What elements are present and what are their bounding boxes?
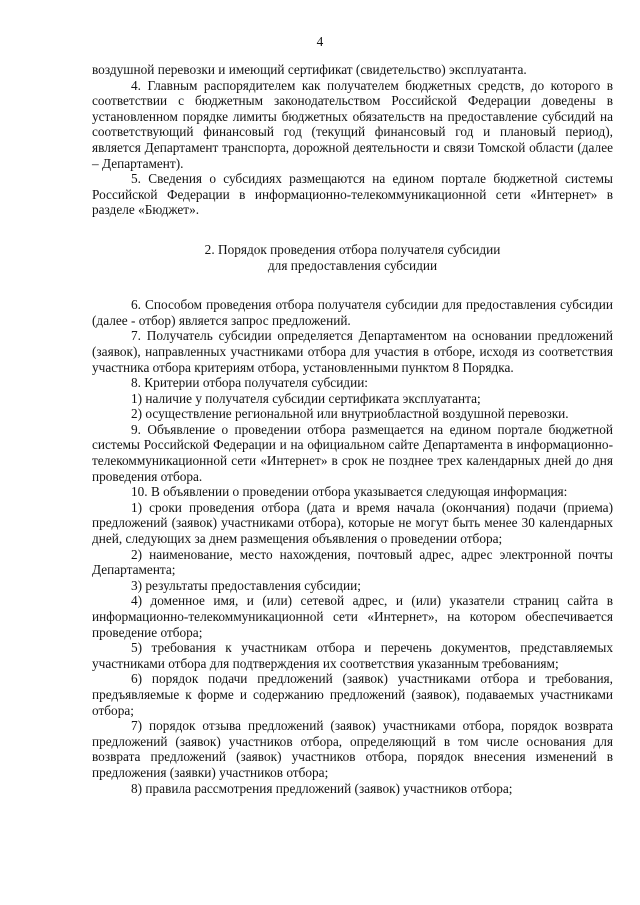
list-item-10-2: 2) наименование, место нахождения, почтовый адрес, адрес электронной почты Департамента; — [92, 546, 613, 578]
paragraph-7: 7. Получатель субсидии определяется Департаментом на основании предложений (заявок), направленных участниками отбора для участия в отборе, исходя из соответствия участника отбора критериям отбора, установленными пунктом 8 Порядка. — [92, 328, 613, 375]
paragraph-4: 4. Главным распорядителем как получателем бюджетных средств, до которого в соответствии с бюджетным законодательством Российской Федерации доведены в установленном порядке лимиты бюджетных обязательств на предоставление субсидий на соответствующий финансовый год (текущий финансовый год и плановый период), является Департамент транспорта, дорожной деятельности и связи Томской области (далее – Департамент). — [92, 77, 613, 171]
list-item-10-6: 6) порядок подачи предложений (заявок) участниками отбора и требования, предъявляемые к форме и содержанию предложений (заявок), подаваемых участниками отбора; — [92, 671, 613, 718]
paragraph-8: 8. Критерии отбора получателя субсидии: — [131, 375, 368, 391]
section-heading — [92, 242, 613, 273]
section-heading-line-2: для предоставления субсидии — [267, 257, 438, 273]
page-number: 4 — [316, 34, 324, 49]
paragraph-5: 5. Сведения о субсидиях размещаются на едином портале бюджетной системы Российской Федерации в информационно-телекоммуникационной сети «Интернет» в разделе «Бюджет». — [92, 171, 613, 218]
paragraph-10: 10. В объявлении о проведении отбора указывается следующая информация: — [131, 484, 568, 500]
paragraph-9: 9. Объявление о проведении отбора размещается на едином портале бюджетной системы Российской Федерации и на официальном сайте Департамента в информационно-телекоммуникационной сети «Интернет» в срок не позднее трех календарных дней до дня проведения отбора. — [92, 421, 613, 484]
list-item-10-5: 5) требования к участникам отбора и перечень документов, представляемых участниками отбора для подтверждения их соответствия указанным требованиям; — [92, 640, 613, 671]
paragraph-continuation: воздушной перевозки и имеющий сертификат (свидетельство) эксплуатанта. — [92, 62, 527, 77]
list-item-8-2: 2) осуществление региональной или внутриобластной воздушной перевозки. — [131, 406, 569, 422]
list-item-10-7: 7) порядок отзыва предложений (заявок) участниками отбора, порядок возврата предложений (заявок) участников отбора, определяющий в том числе основания для возврата предложений (заявок) участников отбора, порядок внесения изменений в предложения (заявки) участников отбора; — [92, 718, 613, 780]
document-body — [92, 62, 613, 796]
section-heading-line-1: 2. Порядок проведения отбора получателя субсидии — [204, 241, 501, 257]
paragraph-6: 6. Способом проведения отбора получателя субсидии для предоставления субсидии (далее - отбор) является запрос предложений. — [92, 297, 613, 328]
list-item-10-3: 3) результаты предоставления субсидии; — [131, 577, 361, 593]
list-item-10-1: 1) сроки проведения отбора (дата и время начала (окончания) подачи (приема) предложений (заявок) участниками отбора), которые не могут быть менее 30 календарных дней, следующих за днем размещения объявления о проведении отбора; — [92, 499, 613, 547]
list-item-10-4: 4) доменное имя, и (или) сетевой адрес, и (или) указатели страниц сайта в информационно-телекоммуникационной сети «Интернет», на котором обеспечивается проведение отбора; — [92, 593, 613, 640]
list-item-10-8: 8) правила рассмотрения предложений (заявок) участников отбора; — [131, 780, 513, 796]
list-item-8-1: 1) наличие у получателя субсидии сертификата эксплуатанта; — [131, 390, 481, 406]
